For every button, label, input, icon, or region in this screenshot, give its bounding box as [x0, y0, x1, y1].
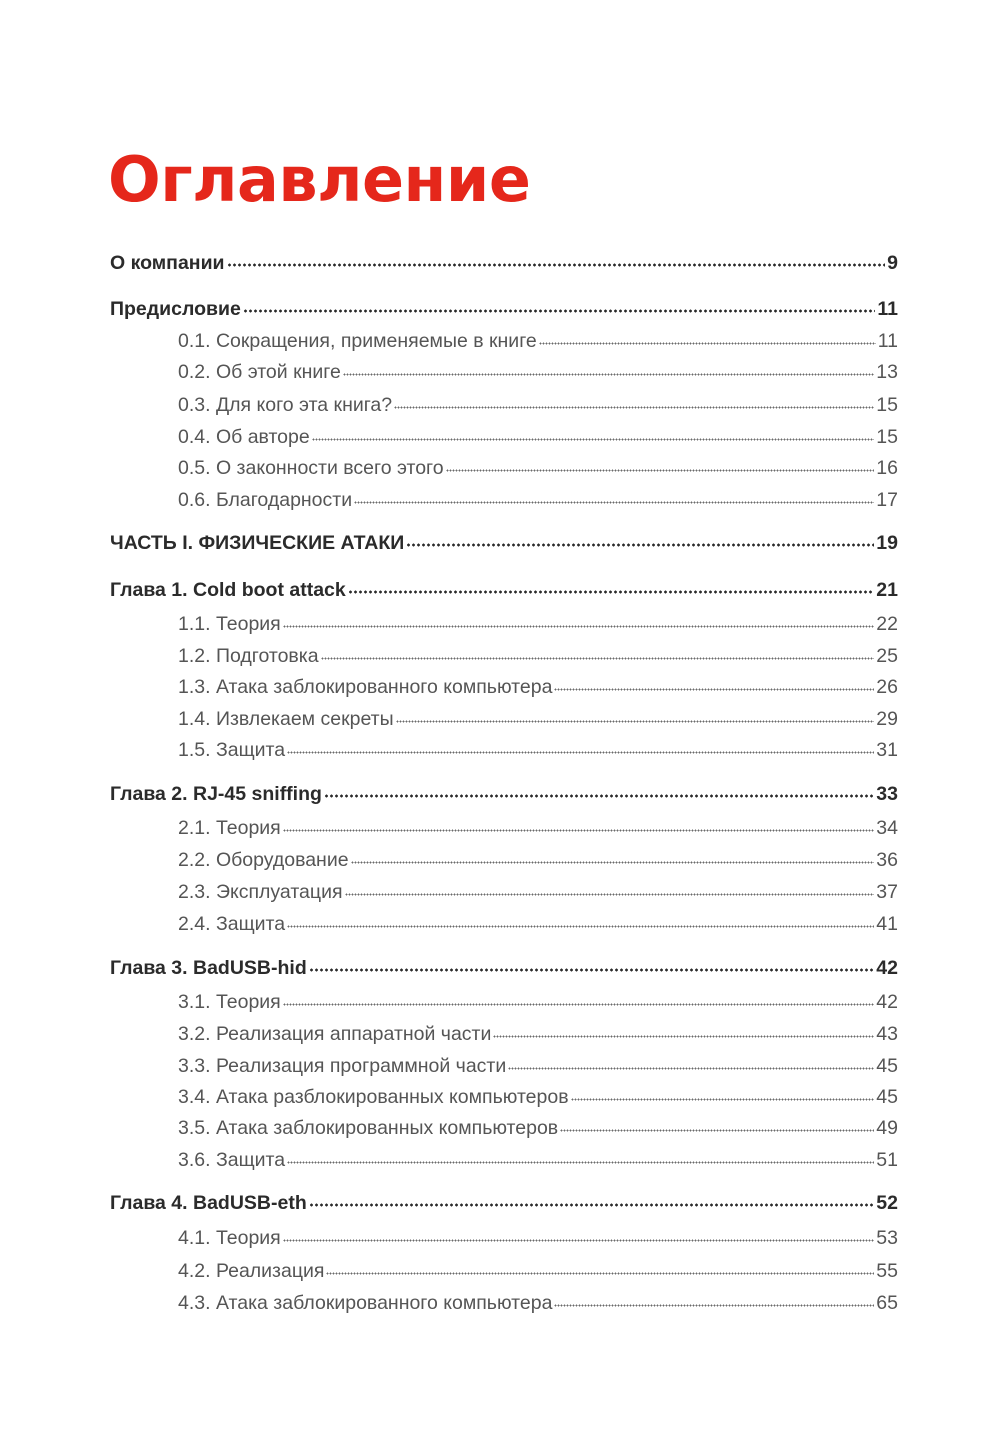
toc-entry-label: 3.4. Атака разблокированных компьютеров	[178, 1086, 569, 1108]
dot-leader	[227, 263, 886, 267]
toc-entry-label: 4.1. Теория	[178, 1227, 281, 1249]
toc-entry-label: 0.3. Для кого эта книга?	[178, 394, 393, 416]
toc-entry-sub[interactable]	[178, 1260, 898, 1283]
toc-page-number: 17	[876, 489, 898, 511]
dot-leader	[354, 501, 874, 504]
toc-entry-label: Глава 4. BadUSB-eth	[110, 1192, 307, 1214]
toc-entry-sub[interactable]	[178, 330, 898, 353]
toc-entry-sub[interactable]	[178, 613, 898, 636]
toc-entry-sub[interactable]	[178, 708, 898, 731]
toc-entry-chapter[interactable]	[110, 1192, 898, 1215]
toc-entry-label: 2.3. Эксплуатация	[178, 881, 343, 903]
dot-leader	[508, 1067, 874, 1070]
toc-page-number: 9	[887, 252, 898, 274]
dot-leader	[326, 1272, 874, 1275]
toc-page-number: 43	[876, 1023, 898, 1045]
dot-leader	[348, 590, 875, 594]
toc-page-number: 42	[876, 957, 898, 979]
toc-page-number: 13	[876, 361, 898, 383]
toc-entry-sub[interactable]	[178, 1149, 898, 1172]
toc-entry-label: 0.5. О законности всего этого	[178, 457, 444, 479]
toc-entry-sub[interactable]	[178, 1023, 898, 1046]
toc-page-number: 11	[877, 330, 898, 352]
toc-entry-sub[interactable]	[178, 881, 898, 904]
dot-leader	[283, 829, 875, 832]
toc-page-number: 11	[877, 298, 898, 320]
toc-entry-sub[interactable]	[178, 817, 898, 840]
toc-entry-label: 3.2. Реализация аппаратной части	[178, 1023, 492, 1045]
dot-leader	[446, 469, 875, 472]
toc-entry-chapter[interactable]	[110, 957, 898, 980]
toc-page-number: 19	[876, 532, 898, 554]
dot-leader	[321, 657, 875, 660]
toc-entry-label: 1.4. Извлекаем секреты	[178, 708, 394, 730]
toc-entry-label: 0.6. Благодарности	[178, 489, 353, 511]
toc-page-number: 25	[876, 645, 898, 667]
dot-leader	[287, 925, 874, 928]
page-title: Оглавление	[108, 143, 531, 216]
toc-page-number: 53	[876, 1227, 898, 1249]
dot-leader	[554, 688, 874, 691]
toc-page-number: 21	[876, 579, 898, 601]
toc-entry-label: 1.1. Теория	[178, 613, 281, 635]
dot-leader	[283, 1239, 875, 1242]
toc-page-number: 16	[876, 457, 898, 479]
toc-page-number: 51	[876, 1149, 898, 1171]
toc-entry-label: 0.4. Об авторе	[178, 426, 310, 448]
toc-entry-main[interactable]	[110, 298, 898, 321]
toc-entry-sub[interactable]	[178, 849, 898, 872]
toc-page-number: 55	[876, 1260, 898, 1282]
toc-entry-sub[interactable]	[178, 1292, 898, 1315]
toc-entry-label: 2.4. Защита	[178, 913, 286, 935]
toc-entry-label: 1.2. Подготовка	[178, 645, 319, 667]
dot-leader	[287, 1161, 874, 1164]
toc-entry-label: 1.3. Атака заблокированного компьютера	[178, 676, 553, 698]
dot-leader	[394, 406, 874, 409]
toc-entry-sub[interactable]	[178, 913, 898, 936]
toc-entry-sub[interactable]	[178, 676, 898, 699]
dot-leader	[571, 1098, 875, 1101]
dot-leader	[539, 342, 876, 345]
dot-leader	[406, 543, 874, 547]
toc-page-number: 49	[876, 1117, 898, 1139]
toc-entry-label: 3.6. Защита	[178, 1149, 286, 1171]
toc-entry-sub[interactable]	[178, 1117, 898, 1140]
toc-page-number: 34	[876, 817, 898, 839]
toc-entry-chapter[interactable]	[110, 783, 898, 806]
toc-page-number: 31	[876, 739, 898, 761]
dot-leader	[312, 438, 875, 441]
toc-entry-label: Глава 1. Cold boot attack	[110, 579, 346, 601]
toc-page-number: 22	[876, 613, 898, 635]
dot-leader	[345, 893, 875, 896]
toc-entry-label: 0.1. Сокращения, применяемые в книге	[178, 330, 537, 352]
toc-page-number: 42	[876, 991, 898, 1013]
toc-page-number: 26	[876, 676, 898, 698]
toc-entry-sub[interactable]	[178, 1227, 898, 1250]
toc-page-number: 15	[876, 394, 898, 416]
toc-entry-chapter[interactable]	[110, 579, 898, 602]
dot-leader	[554, 1304, 874, 1307]
dot-leader	[283, 1003, 875, 1006]
toc-entry-sub[interactable]	[178, 426, 898, 449]
toc-page-number: 45	[876, 1086, 898, 1108]
dot-leader	[309, 968, 875, 972]
toc-page-number: 37	[876, 881, 898, 903]
toc-entry-label: 2.1. Теория	[178, 817, 281, 839]
toc-entry-label: 3.1. Теория	[178, 991, 281, 1013]
toc-entry-label: Предисловие	[110, 298, 241, 320]
toc-entry-label: 1.5. Защита	[178, 739, 286, 761]
toc-entry-label: 3.3. Реализация программной части	[178, 1055, 507, 1077]
toc-entry-label: 4.3. Атака заблокированного компьютера	[178, 1292, 553, 1314]
dot-leader	[351, 861, 875, 864]
toc-page-number: 15	[876, 426, 898, 448]
dot-leader	[396, 720, 875, 723]
toc-entry-label: 2.2. Оборудование	[178, 849, 349, 871]
toc-page-number: 52	[876, 1192, 898, 1214]
toc-page-number: 29	[876, 708, 898, 730]
dot-leader	[324, 794, 874, 798]
dot-leader	[493, 1035, 874, 1038]
toc-page-number: 36	[876, 849, 898, 871]
dot-leader	[343, 373, 874, 376]
toc-entry-sub[interactable]	[178, 645, 898, 668]
toc-entry-label: 0.2. Об этой книге	[178, 361, 341, 383]
toc-page-number: 65	[876, 1292, 898, 1314]
toc-entry-sub[interactable]	[178, 361, 898, 384]
toc-entry-sub[interactable]	[178, 991, 898, 1014]
dot-leader	[283, 625, 875, 628]
dot-leader	[560, 1129, 874, 1132]
toc-entry-sub[interactable]	[178, 1055, 898, 1078]
dot-leader	[243, 309, 876, 313]
toc-entry-sub[interactable]	[178, 739, 898, 762]
toc-entry-part[interactable]	[110, 532, 898, 555]
dot-leader	[287, 751, 874, 754]
toc-page-number: 33	[876, 783, 898, 805]
toc-entry-label: 3.5. Атака заблокированных компьютеров	[178, 1117, 559, 1139]
toc-entry-label: ЧАСТЬ I. ФИЗИЧЕСКИЕ АТАКИ	[110, 532, 405, 554]
toc-page-number: 41	[876, 913, 898, 935]
toc-entry-label: Глава 2. RJ-45 sniffing	[110, 783, 322, 805]
toc-entry-main[interactable]	[110, 252, 898, 275]
toc-entry-sub[interactable]	[178, 457, 898, 480]
toc-entry-sub[interactable]	[178, 489, 898, 512]
toc-entry-sub[interactable]	[178, 394, 898, 417]
toc-entry-label: О компании	[110, 252, 225, 274]
toc-entry-label: 4.2. Реализация	[178, 1260, 325, 1282]
dot-leader	[309, 1203, 875, 1207]
toc-entry-label: Глава 3. BadUSB-hid	[110, 957, 307, 979]
toc-entry-sub[interactable]	[178, 1086, 898, 1109]
toc-page-number: 45	[876, 1055, 898, 1077]
